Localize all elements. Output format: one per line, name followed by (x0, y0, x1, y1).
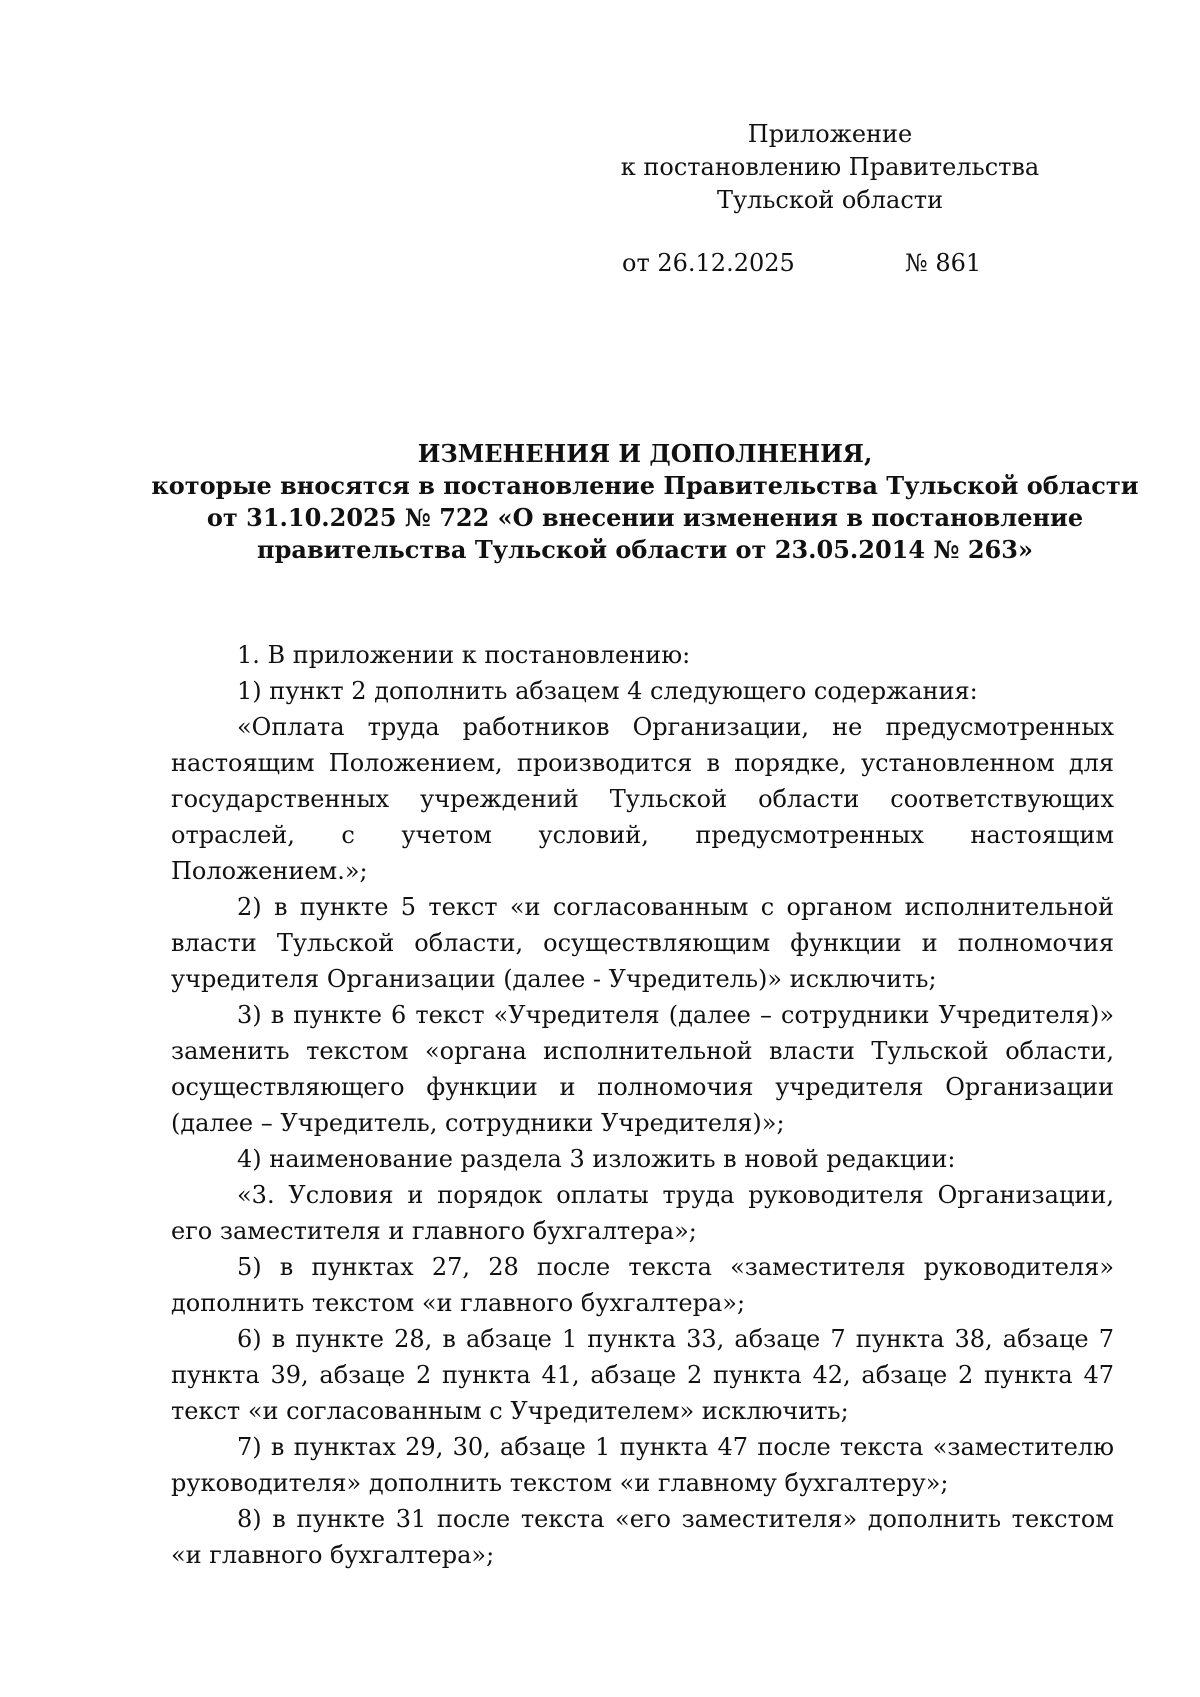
appendix-block (600, 118, 1060, 217)
document-title (110, 438, 1180, 566)
title-line: которые вносятся в постановление Правительства Тульской области (151, 471, 1139, 500)
document-body (171, 637, 1114, 1573)
paragraph: «3. Условия и порядок оплаты труда руководителя Организации, его заместителя и главного бухгалтера»; (171, 1181, 1114, 1245)
resolution-number: № 861 (905, 249, 982, 277)
appendix-line: к постановлению Правительства (620, 153, 1040, 181)
title-line: правительства Тульской области от 23.05.2014 № 263» (257, 535, 1033, 564)
resolution-date: от 26.12.2025 (622, 249, 795, 277)
title-line: от 31.10.2025 № 722 «О внесении изменения в постановление (206, 503, 1084, 532)
paragraph: «Оплата труда работников Организации, не предусмотренных настоящим Положением, производится в порядке, установленном для государственных учреждений Тульской области соответствующих отраслей, с учетом условий, предусмотренных настоящим Положением.»; (171, 713, 1114, 885)
paragraph: 7) в пунктах 29, 30, абзаце 1 пункта 47 после текста «заместителю руководителя» дополнить текстом «и главному бухгалтеру»; (171, 1433, 1114, 1497)
title-line: ИЗМЕНЕНИЯ И ДОПОЛНЕНИЯ, (417, 439, 873, 468)
paragraph: 5) в пунктах 27, 28 после текста «заместителя руководителя» дополнить текстом «и главного бухгалтера»; (171, 1253, 1114, 1317)
paragraph: 4) наименование раздела 3 изложить в новой редакции: (237, 1145, 956, 1173)
paragraph: 3) в пункте 6 текст «Учредителя (далее – сотрудники Учредителя)» заменить текстом «органа исполнительной власти Тульской области, осуществляющего функции и полномочия учредителя Организации (далее – Учредитель, сотрудники Учредителя)»; (171, 1001, 1114, 1137)
paragraph: 8) в пункте 31 после текста «его заместителя» дополнить текстом «и главного бухгалтера»; (171, 1505, 1114, 1569)
paragraph: 1) пункт 2 дополнить абзацем 4 следующего содержания: (237, 677, 978, 705)
paragraph: 2) в пункте 5 текст «и согласованным с органом исполнительной власти Тульской области, осуществляющим функции и полномочия учредителя Организации (далее - Учредитель)» исключить; (171, 893, 1114, 993)
appendix-line: Тульской области (716, 186, 944, 214)
paragraph: 6) в пункте 28, в абзаце 1 пункта 33, абзаце 7 пункта 38, абзаце 7 пункта 39, абзаце 2 пункта 41, абзаце 2 пункта 42, абзаце 2 пункта 47 текст «и согласованным с Учредителем» исключить; (171, 1325, 1114, 1425)
appendix-line: Приложение (747, 120, 913, 148)
paragraph: 1. В приложении к постановлению: (237, 641, 691, 669)
